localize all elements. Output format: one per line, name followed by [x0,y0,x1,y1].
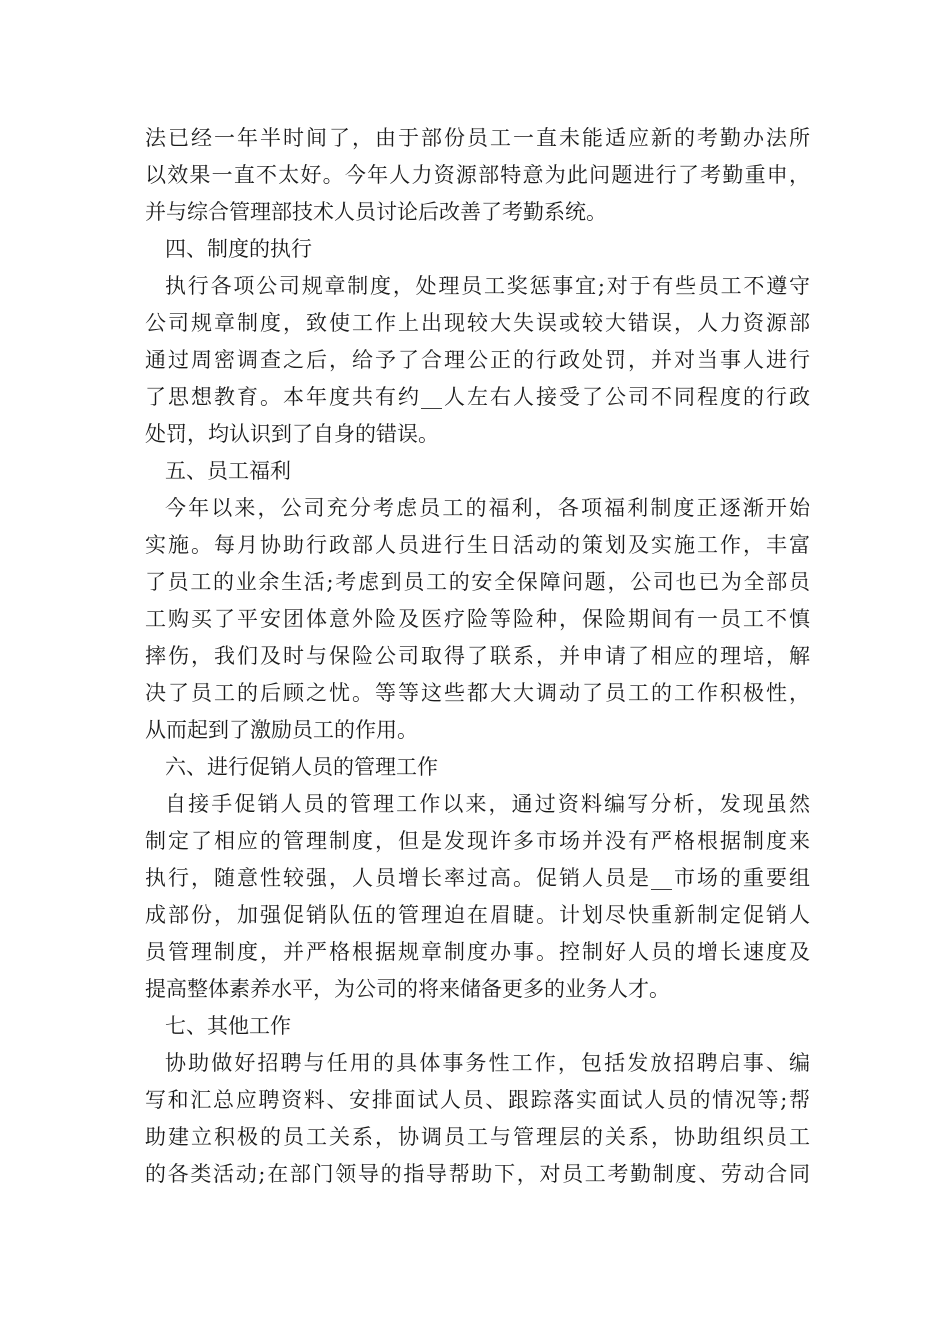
text-line: 从而起到了激励员工的作用。 [145,718,418,742]
text-line: 决了员工的后顾之忧。等等这些都大大调动了员工的工作积极性， [145,681,810,705]
text-line: 的各类活动;在部门领导的指导帮助下，对员工考勤制度、劳动合同 [145,1162,810,1186]
text-line: 处罚，均认识到了自身的错误。 [145,422,439,446]
section-heading: 四、制度的执行 [165,237,312,261]
text-line: 法已经一年半时间了，由于部份员工一直未能适应新的考勤办法所 [145,126,810,150]
text-line: 以效果一直不太好。今年人力资源部特意为此问题进行了考勤重申， [145,163,810,187]
text-line: 通过周密调查之后，给予了合理公正的行政处罚，并对当事人进行 [145,348,810,372]
text-line: 协助做好招聘与任用的具体事务性工作，包括发放招聘启事、编 [165,1051,810,1075]
text-line: 执行各项公司规章制度，处理员工奖惩事宜;对于有些员工不遵守 [165,274,810,298]
text-line: 摔伤，我们及时与保险公司取得了联系，并申请了相应的理培，解 [145,644,810,668]
section-heading: 六、进行促销人员的管理工作 [165,755,438,779]
text-line: 公司规章制度，致使工作上出现较大失误或较大错误，人力资源部 [145,311,810,335]
text-line: 了员工的业余生活;考虑到员工的安全保障问题，公司也已为全部员 [145,570,810,594]
text-line: 并与综合管理部技术人员讨论后改善了考勤系统。 [145,200,607,224]
text-line: 自接手促销人员的管理工作以来，通过资料编写分析，发现虽然 [165,792,810,816]
text-line: 助建立积极的员工关系，协调员工与管理层的关系，协助组织员工 [145,1125,810,1149]
text-line: 成部份，加强促销队伍的管理迫在眉睫。计划尽快重新制定促销人 [145,903,810,927]
document-body [145,120,810,1193]
text-line: 工购买了平安团体意外险及医疗险等险种，保险期间有一员工不慎 [145,607,810,631]
text-line: 提高整体素养水平，为公司的将来储备更多的业务人才。 [145,977,670,1001]
text-line: 员管理制度，并严格根据规章制度办事。控制好人员的增长速度及 [145,940,810,964]
section-heading: 五、员工福利 [165,459,291,483]
text-line: 执行，随意性较强，人员增长率过高。促销人员是__市场的重要组 [145,866,810,890]
text-line: 了思想教育。本年度共有约__人左右人接受了公司不同程度的行政 [145,385,810,409]
text-line: 制定了相应的管理制度，但是发现许多市场并没有严格根据制度来 [145,829,810,853]
text-line: 今年以来，公司充分考虑员工的福利，各项福利制度正逐渐开始 [165,496,810,520]
text-line: 写和汇总应聘资料、安排面试人员、跟踪落实面试人员的情况等;帮 [145,1088,810,1112]
text-line: 实施。每月协助行政部人员进行生日活动的策划及实施工作，丰富 [145,533,810,557]
section-heading: 七、其他工作 [165,1014,291,1038]
